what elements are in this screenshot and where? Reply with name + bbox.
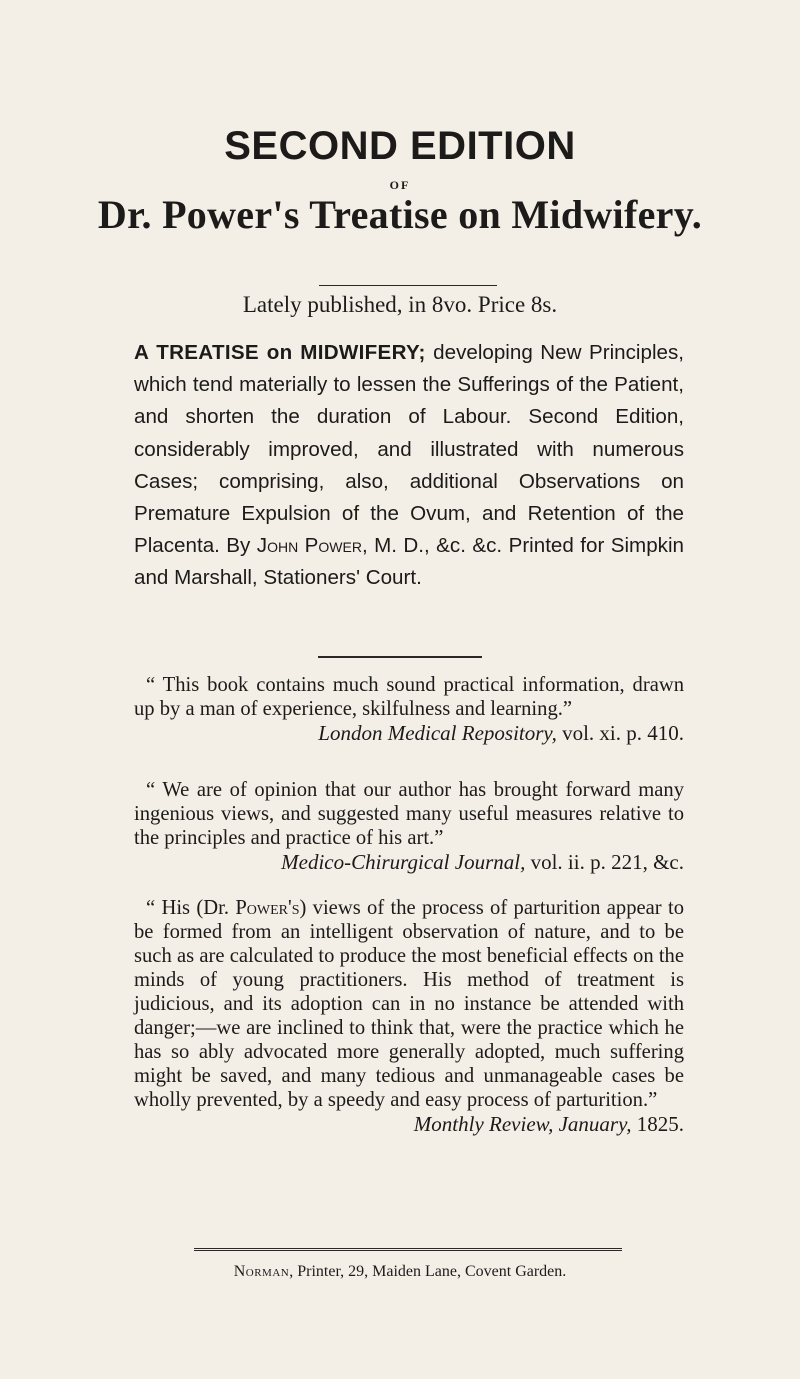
review-author: Power's [235,897,300,919]
description-text-a: developing New Principles, which tend materially to lessen the Sufferings of the Patient, and shorten the duration of Labour. Second Edition, considerably improved, and illustrated with numerous Cases; comprising, also, additional Observations on Premature Expulsion of the Ovum, and Retention of the Placenta. By [134,341,684,558]
review-text: “ We are of opinion that our author has brought forward many ingenious views, and suggested many useful measures relative to the principles and practice of his art.” [134,779,684,849]
page-title: SECOND EDITION [224,124,576,168]
review-source: London Medical Repository, [318,721,557,745]
review-text-a: “ His (Dr. [146,897,236,919]
review-text-b: ) views of the process of parturition appear to be formed from an intelligent observation of nature, and to be such as are calculated to produce the most beneficial effects on the minds of young practitioners. His method of treatment is judicious, and its adoption can in no instance be attended with danger;—we are inclined to think that, were the practice which he has so ably advocated more generally adopted, much suffering might be saved, and many tedious and unmanageable cases be wholly prevented, by a speedy and easy process of parturition.” [134,897,684,1111]
review-citation [134,721,684,745]
description-lead: A TREATISE on MIDWIFERY; [134,341,426,364]
book-description [134,337,684,595]
review-citation [134,850,684,874]
review-ref: 1825. [631,1112,684,1136]
review-source: Monthly Review, January, [413,1112,632,1136]
review-quote [134,778,684,874]
review-ref: vol. ii. p. 221, &c. [525,850,684,874]
printer-name: Norman [233,1263,290,1280]
description-text-b: , M. D., &c. &c. Printed for Simpkin and Marshall, Stationers' Court. [134,534,684,590]
divider-bottom [194,1248,622,1251]
author-name: John Power [256,534,362,558]
publication-notice: Lately published, in 8vo. Price 8s. [242,292,558,317]
review-quote [134,673,684,745]
printer-imprint [0,1263,800,1281]
printer-address: , Printer, 29, Maiden Lane, Covent Garden. [289,1263,567,1280]
divider-top [319,285,497,286]
of-label: OF [389,178,411,192]
review-quote [134,896,684,1136]
review-ref: vol. xi. p. 410. [556,721,684,745]
review-text [134,896,684,1112]
divider-middle [318,656,482,658]
review-citation [134,1112,684,1136]
review-source: Medico-Chirurgical Journal, [281,850,526,874]
book-title: Dr. Power's Treatise on Midwifery. [97,192,703,237]
review-text: “ This book contains much sound practical information, drawn up by a man of experience, skilfulness and learning.” [134,674,684,720]
